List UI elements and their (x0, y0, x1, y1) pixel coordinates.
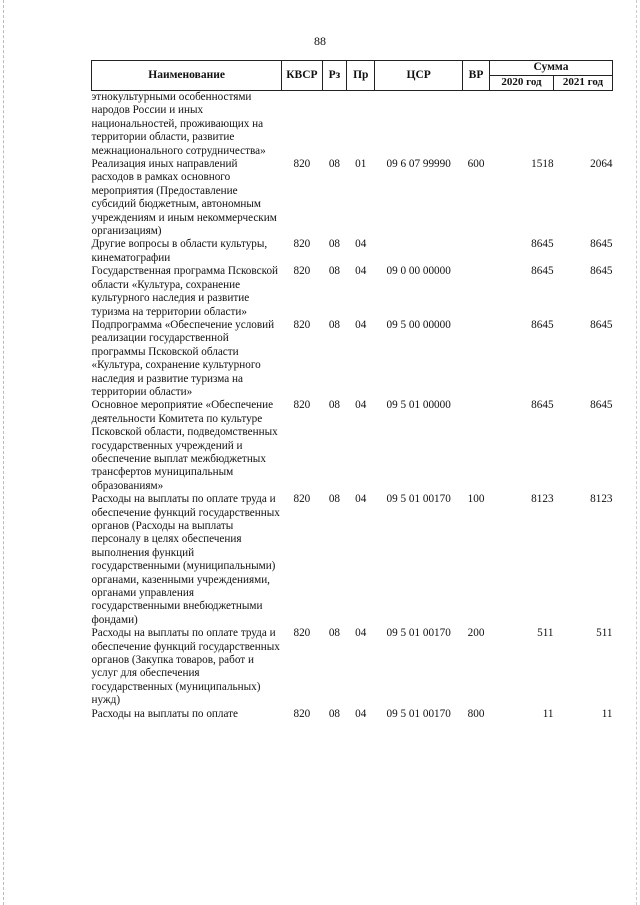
col-header-2020: 2020 год (489, 76, 553, 91)
row-pr: 04 (355, 627, 367, 640)
row-sum-2020: 1518 (531, 158, 554, 171)
row-vr (463, 238, 490, 265)
row-kvsr: 820 (293, 493, 311, 506)
table-row (92, 627, 613, 707)
row-sum-2020: 11 (542, 707, 554, 720)
table-body (92, 91, 613, 722)
table-header (92, 61, 613, 91)
row-sum-2021: 8645 (590, 318, 613, 331)
table-row (92, 493, 613, 627)
row-csr: 09 5 01 00170 (386, 627, 451, 640)
row-sum-2021: 8645 (590, 238, 613, 251)
row-vr (463, 91, 490, 159)
table-row (92, 708, 613, 721)
row-kvsr: 820 (293, 265, 311, 278)
row-vr: 800 (467, 707, 485, 720)
row-sum-2020: 511 (537, 627, 554, 640)
row-name: Расходы на выплаты по оплате (91, 707, 239, 720)
row-name: Государственная программа Псковской области «Культура, сохранение культурного наследия и развитие туризма на территории области» (91, 265, 279, 318)
row-pr (347, 91, 375, 159)
row-name: Основное мероприятие «Обеспечение деятельности Комитета по культуре Псковской области, подведомственных государственных учреждений и обеспечение выплат межбюджетных трансфертов муниципальным образованиям» (91, 399, 278, 492)
row-vr (463, 319, 490, 399)
col-header-pr: Пр (347, 61, 375, 91)
table-row (92, 319, 613, 399)
row-name: Реализация иных направлений расходов в рамках основного мероприятия (Предоставление субсидий бюджетным, автономным учреждениям и иным некоммерческим организациям) (91, 158, 277, 238)
row-sum-2020: 8645 (531, 399, 554, 412)
row-vr: 200 (467, 627, 485, 640)
row-csr (375, 91, 463, 159)
row-pr: 04 (355, 493, 367, 506)
row-name: Расходы на выплаты по оплате труда и обеспечение функций государственных органов (Расходы на выплаты персоналу в целях обеспечения выполнения функций государственными (муниципальными) органами, казенными учреждениями, органами управления государственными внебюджетными фондами) (91, 493, 280, 626)
scan-edge-left (3, 0, 4, 905)
row-rz: 08 (328, 318, 340, 331)
row-sum-2020: 8645 (531, 238, 554, 251)
row-vr (463, 265, 490, 319)
col-header-vr: ВР (463, 61, 490, 91)
row-pr: 04 (355, 318, 367, 331)
row-rz: 08 (328, 238, 340, 251)
row-sum-2021 (554, 91, 613, 159)
row-sum-2021: 11 (601, 707, 613, 720)
col-header-csr: ЦСР (375, 61, 463, 91)
row-kvsr: 820 (293, 238, 311, 251)
row-pr: 04 (355, 238, 367, 251)
row-vr (463, 399, 490, 493)
row-sum-2020: 8645 (531, 265, 554, 278)
row-kvsr: 820 (293, 158, 311, 171)
row-name: Другие вопросы в области культуры, кинематографии (91, 238, 268, 264)
col-header-2021: 2021 год (554, 76, 613, 91)
row-sum-2020: 8123 (531, 493, 554, 506)
row-csr: 09 6 07 99990 (386, 158, 451, 171)
row-sum-2020 (489, 91, 553, 159)
table-row (92, 158, 613, 238)
row-kvsr: 820 (293, 627, 311, 640)
row-vr: 100 (467, 493, 485, 506)
table-row (92, 238, 613, 265)
table-row (92, 91, 613, 159)
row-kvsr: 820 (293, 399, 311, 412)
row-pr: 01 (355, 158, 367, 171)
row-pr: 04 (355, 265, 367, 278)
row-sum-2021: 2064 (590, 158, 613, 171)
row-name: Подпрограмма «Обеспечение условий реализации государственной программы Псковской области «Культура, сохранение культурного наследия и развитие туризма на территории области» (91, 318, 275, 398)
row-rz: 08 (328, 399, 340, 412)
row-pr: 04 (355, 707, 367, 720)
row-rz: 08 (328, 158, 340, 171)
row-sum-2020: 8645 (531, 318, 554, 331)
page-number: 88 (314, 34, 326, 48)
scan-edge-right (636, 0, 637, 905)
col-header-kvsr: КВСР (282, 61, 322, 91)
table-row (92, 399, 613, 493)
budget-table (91, 60, 613, 721)
row-rz: 08 (328, 265, 340, 278)
row-csr: 09 5 01 00170 (386, 493, 451, 506)
row-name: Расходы на выплаты по оплате труда и обеспечение функций государственных органов (Закупка товаров, работ и услуг для обеспечения государственных (муниципальных) нужд) (91, 627, 280, 707)
row-csr: 09 5 01 00170 (386, 707, 451, 720)
row-sum-2021: 8645 (590, 399, 613, 412)
col-header-sum: Сумма (489, 61, 612, 76)
row-kvsr: 820 (293, 318, 311, 331)
row-sum-2021: 511 (596, 627, 613, 640)
row-rz: 08 (328, 493, 340, 506)
row-sum-2021: 8123 (590, 493, 613, 506)
row-pr: 04 (355, 399, 367, 412)
row-kvsr: 820 (293, 707, 311, 720)
row-csr: 09 5 01 00000 (386, 399, 451, 412)
row-csr: 09 5 00 00000 (386, 318, 451, 331)
col-header-rz: Рз (322, 61, 347, 91)
table-row (92, 265, 613, 319)
row-rz (322, 91, 347, 159)
row-csr (375, 238, 463, 265)
col-header-name: Наименование (92, 61, 282, 91)
row-name: этнокультурными особенностями народов России и иных национальностей, проживающих на территории области, развитие межнационального сотрудничества» (91, 91, 266, 157)
row-vr: 600 (467, 158, 485, 171)
row-rz: 08 (328, 627, 340, 640)
row-sum-2021: 8645 (590, 265, 613, 278)
row-csr: 09 0 00 00000 (386, 265, 451, 278)
row-rz: 08 (328, 707, 340, 720)
row-kvsr (282, 91, 322, 159)
